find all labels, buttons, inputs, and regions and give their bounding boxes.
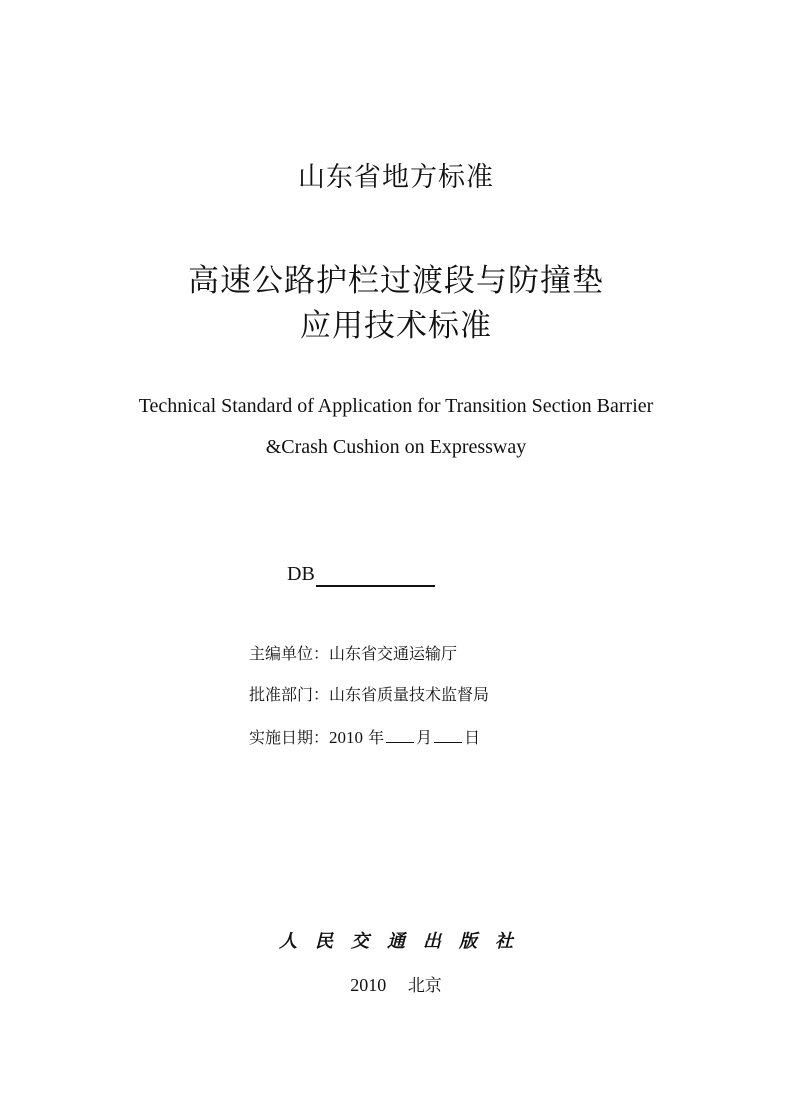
publication-city: 北京 xyxy=(407,976,442,996)
approver-value: 山东省质量技术监督局 xyxy=(329,685,490,704)
approver-row xyxy=(249,684,489,706)
document-title-line-2: 应用技术标准 xyxy=(300,308,492,344)
effective-date-day-blank xyxy=(434,726,462,743)
publisher-char: 民 xyxy=(315,931,333,952)
publisher-char: 社 xyxy=(495,931,513,952)
effective-date-year-unit: 年 xyxy=(368,728,385,747)
publisher-char: 通 xyxy=(387,931,405,952)
publication-info xyxy=(0,974,792,997)
publisher-char: 出 xyxy=(423,931,441,952)
publisher-char: 版 xyxy=(459,931,477,952)
standard-number-row xyxy=(287,561,435,587)
publisher-char: 人 xyxy=(279,931,297,952)
publisher-name xyxy=(0,930,792,954)
english-title-line-2: &Crash Cushion on Expressway xyxy=(265,436,527,458)
effective-date-label: 实施日期： xyxy=(249,728,330,747)
editor-unit-row xyxy=(249,643,457,665)
effective-date-row xyxy=(249,726,480,749)
publication-year: 2010 xyxy=(350,975,387,995)
editor-unit-value: 山东省交通运输厅 xyxy=(329,644,458,663)
standard-number-prefix: DB xyxy=(287,563,315,585)
approver-label: 批准部门： xyxy=(249,685,330,704)
effective-date-month-unit: 月 xyxy=(416,728,433,747)
effective-date-day-unit: 日 xyxy=(464,728,481,747)
publisher-char: 交 xyxy=(351,931,369,952)
english-title-line-1: Technical Standard of Application for Transition Section Barrier xyxy=(138,395,654,417)
document-title-line-1: 高速公路护栏过渡段与防撞垫 xyxy=(188,263,604,299)
standard-series-label: 山东省地方标准 xyxy=(298,162,494,193)
effective-date-year: 2010 xyxy=(329,728,364,747)
editor-unit-label: 主编单位： xyxy=(249,644,330,663)
standard-number-blank-line xyxy=(316,565,435,587)
effective-date-month-blank xyxy=(386,726,414,743)
